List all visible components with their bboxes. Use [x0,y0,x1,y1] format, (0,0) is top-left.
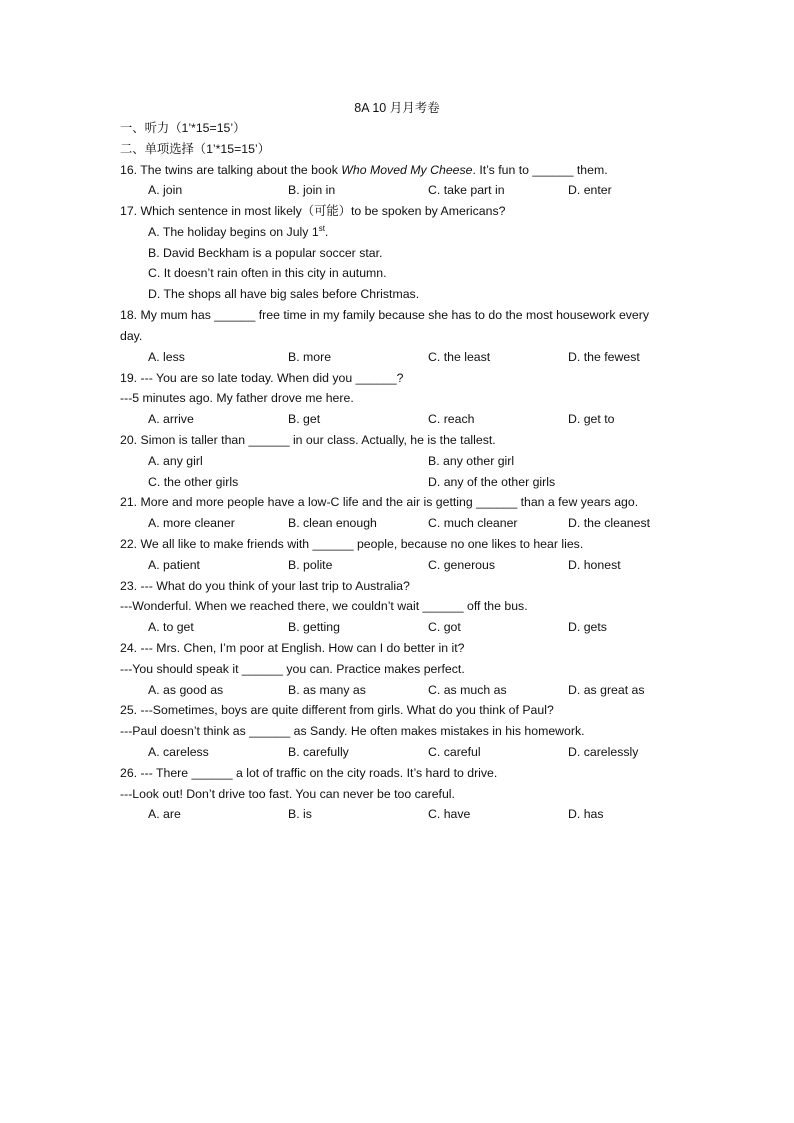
question-26-stem: 26. --- There ______ a lot of traffic on the city roads. It’s hard to drive. [120,766,498,780]
q18-option-a: A. less [148,350,185,364]
q19-option-d: D. get to [568,412,615,426]
q18-option-c: C. the least [428,350,491,364]
q25-option-b: B. carefully [288,745,349,759]
q24-option-b: B. as many as [288,683,366,697]
q19-option-c: C. reach [428,412,475,426]
q21-option-d: D. the cleanest [568,516,651,530]
q20-option-c: C. the other girls [148,475,239,489]
question-18-stem: 18. My mum has ______ free time in my family because she has to do the most housework every [120,308,650,322]
q23-option-a: A. to get [148,620,194,634]
q16-option-c: C. take part in [428,183,505,197]
question-26-reply: ---Look out! Don’t drive too fast. You can never be too careful. [120,787,455,801]
question-24-reply: ---You should speak it ______ you can. Practice makes perfect. [120,662,465,676]
q18-option-d: D. the fewest [568,350,640,364]
section-choice-heading: 二、单项选择（1’*15=15’） [120,142,271,156]
q26-option-a: A. are [148,807,181,821]
q20-option-b: B. any other girl [428,454,515,468]
q16-option-d: D. enter [568,183,612,197]
q17-option-b: B. David Beckham is a popular soccer star. [148,246,383,260]
q25-option-c: C. careful [428,745,481,759]
q25-option-d: D. carelessly [568,745,639,759]
q23-option-c: C. got [428,620,461,634]
q17-option-a: A. The holiday begins on July 1st. [148,223,329,239]
question-18-continuation: day. [120,329,143,343]
question-23-stem: 23. --- What do you think of your last trip to Australia? [120,579,410,593]
exam-title: 8A 10 月月考卷 [354,101,440,115]
question-19-stem: 19. --- You are so late today. When did you ______? [120,371,404,385]
question-16-stem: 16. The twins are talking about the book Who Moved My Cheese. It’s fun to ______ them. [120,163,608,177]
q19-option-a: A. arrive [148,412,194,426]
q17-option-c: C. It doesn’t rain often in this city in autumn. [148,266,387,280]
q16-option-a: A. join [148,183,183,197]
book-title: Who Moved My Cheese [341,163,473,177]
q24-option-a: A. as good as [148,683,224,697]
q26-option-b: B. is [288,807,312,821]
question-17-stem: 17. Which sentence in most likely（可能）to be spoken by Americans? [120,204,506,218]
q22-option-b: B. polite [288,558,333,572]
q17-option-d: D. The shops all have big sales before Christmas. [148,287,420,301]
q20-option-d: D. any of the other girls [428,475,556,489]
question-23-reply: ---Wonderful. When we reached there, we couldn’t wait ______ off the bus. [120,599,528,613]
q20-option-a: A. any girl [148,454,203,468]
q26-option-d: D. has [568,807,604,821]
q21-option-a: A. more cleaner [148,516,235,530]
q25-option-a: A. careless [148,745,209,759]
question-20-stem: 20. Simon is taller than ______ in our class. Actually, he is the tallest. [120,433,496,447]
question-19-reply: ---5 minutes ago. My father drove me here. [120,391,354,405]
q22-option-c: C. generous [428,558,495,572]
q23-option-d: D. gets [568,620,607,634]
q18-option-b: B. more [288,350,332,364]
q16-option-b: B. join in [288,183,336,197]
question-22-stem: 22. We all like to make friends with ______ people, because no one likes to hear lies. [120,537,584,551]
q22-option-d: D. honest [568,558,621,572]
section-listening-heading: 一、听力（1’*15=15’） [120,121,246,135]
question-24-stem: 24. --- Mrs. Chen, I’m poor at English. How can I do better in it? [120,641,465,655]
question-25-reply: ---Paul doesn’t think as ______ as Sandy. He often makes mistakes in his homework. [120,724,585,738]
q23-option-b: B. getting [288,620,340,634]
q24-option-c: C. as much as [428,683,507,697]
question-25-stem: 25. ---Sometimes, boys are quite different from girls. What do you think of Paul? [120,703,554,717]
q21-option-c: C. much cleaner [428,516,518,530]
q26-option-c: C. have [428,807,471,821]
q24-option-d: D. as great as [568,683,645,697]
q22-option-a: A. patient [148,558,200,572]
q21-option-b: B. clean enough [288,516,377,530]
question-21-stem: 21. More and more people have a low-C life and the air is getting ______ than a few years ago. [120,495,639,509]
q19-option-b: B. get [288,412,321,426]
